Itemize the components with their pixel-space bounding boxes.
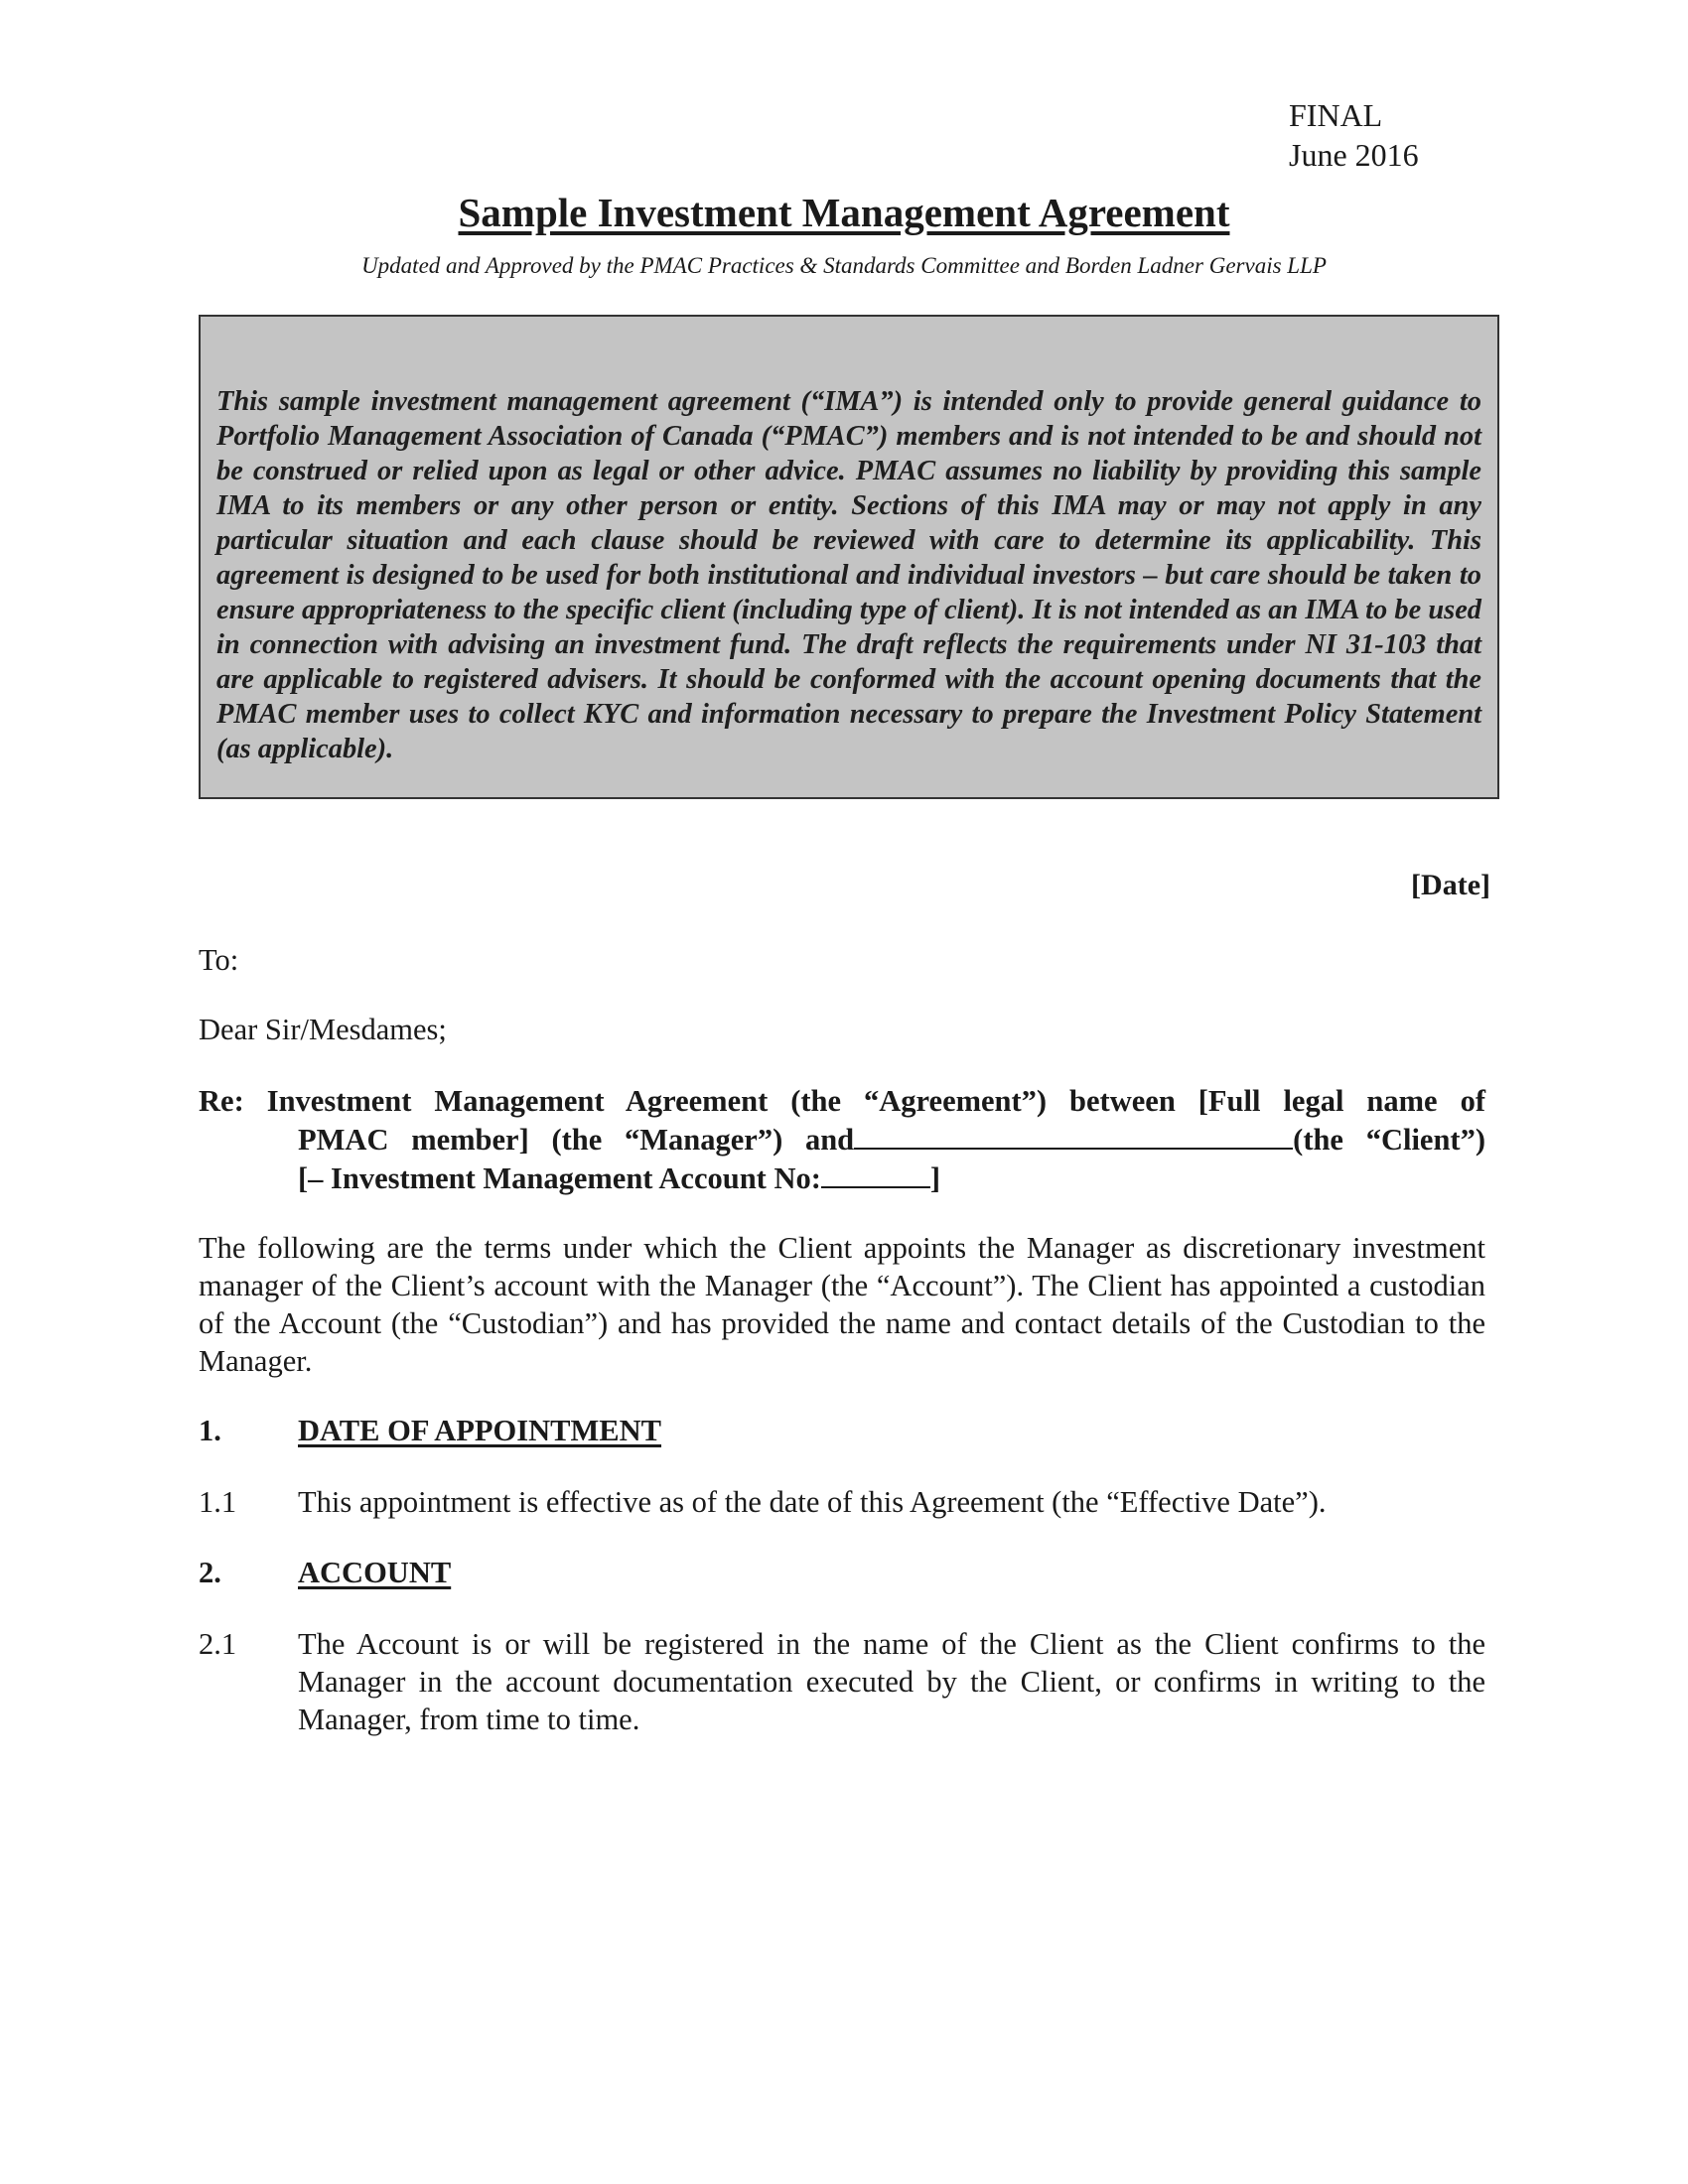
recipient-label: To:: [199, 943, 239, 977]
document-subtitle: Updated and Approved by the PMAC Practices & Standards Committee and Borden Ladner Gervais LLP: [361, 253, 1327, 278]
intro-paragraph: The following are the terms under which the Client appoints the Manager as discretionary investment manager of the Client’s account with the Manager (the “Account”). The Client has appointed a custodian of the Account (the “Custodian”) and has provided the name and contact details of the Custodian to the Manager.: [199, 1231, 1485, 1378]
clause-2-1: [199, 1625, 1485, 1738]
document-title: Sample Investment Management Agreement: [458, 190, 1230, 235]
account-number-label: [– Investment Management Account No:: [298, 1161, 821, 1195]
account-number-bracket: ]: [929, 1161, 941, 1195]
clause-number: 2.1: [199, 1627, 237, 1661]
section-heading-2: [199, 1554, 451, 1591]
disclaimer-box: [199, 315, 1499, 799]
letter-date-placeholder: [Date]: [1411, 869, 1490, 901]
document-status: [1289, 95, 1419, 175]
section-title: ACCOUNT: [298, 1556, 452, 1589]
section-number: 1.: [199, 1414, 221, 1447]
client-name-blank: [854, 1120, 1293, 1150]
subject-line-1: Re: Investment Management Agreement (the “Agreement”) between [Full legal name of: [199, 1084, 1485, 1118]
subject-line: [199, 1082, 1485, 1197]
section-number: 2.: [199, 1556, 221, 1589]
account-number-blank: [821, 1159, 930, 1188]
subject-line-3: [199, 1159, 1485, 1197]
disclaimer-text: This sample investment management agreement (“IMA”) is intended only to provide general guidance to Portfolio Management Association of Canada (“PMAC”) members and is not intended to be and should not be construed or relied upon as legal or other advice. PMAC assumes no liability by providing this sample IMA to its members or any other person or entity. Sections of this IMA may or may not apply in any particular situation and each clause should be reviewed with care to determine its applicability. This agreement is designed to be used for both institutional and individual investors – but care should be taken to ensure appropriateness to the specific client (including type of client). It is not intended as an IMA to be used in connection with advising an investment fund. The draft reflects the requirements under NI 31-103 that are applicable to registered advisers. It should be conformed with the account opening documents that the PMAC member uses to collect KYC and information necessary to prepare the Investment Policy Statement (as applicable).: [216, 386, 1481, 764]
clause-text: The Account is or will be registered in the name of the Client as the Client confirms to the Manager in the account documentation executed by the Client, or confirms in writing to the Manager, from time to time.: [298, 1627, 1485, 1736]
subject-manager-text: PMAC member] (the “Manager”) and: [298, 1123, 855, 1157]
section-title: DATE OF APPOINTMENT: [298, 1414, 662, 1447]
clause-1-1: [199, 1483, 1485, 1521]
status-date: June 2016: [1289, 137, 1419, 173]
clause-number: 1.1: [199, 1485, 237, 1519]
salutation: Dear Sir/Mesdames;: [199, 1013, 447, 1046]
subject-line-2: [199, 1120, 1485, 1159]
subject-client-text: (the “Client”): [1293, 1123, 1485, 1157]
status-label: FINAL: [1289, 97, 1383, 133]
section-heading-1: [199, 1412, 661, 1449]
clause-text: This appointment is effective as of the date of this Agreement (the “Effective Date”).: [298, 1485, 1327, 1519]
